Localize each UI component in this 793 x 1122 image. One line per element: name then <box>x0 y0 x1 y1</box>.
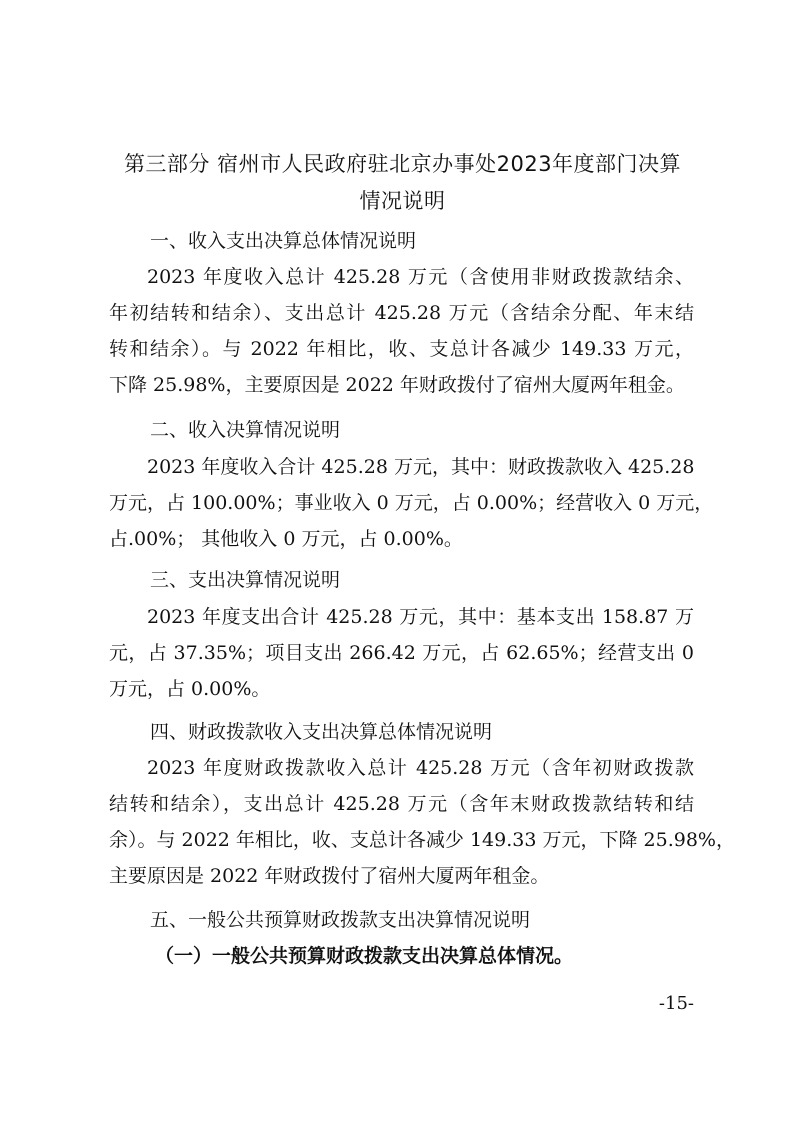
page-title: 第三部分 宿州市人民政府驻北京办事处2023年度部门决算 <box>123 152 682 176</box>
section-heading-1: 一、收入支出决算总体情况说明 <box>150 230 417 252</box>
paragraph-line: 主要原因是 2022 年财政拨付了宿州大厦两年租金。 <box>109 865 550 887</box>
paragraph-line: 占.00%； 其他收入 0 万元，占 0.00%。 <box>109 528 463 550</box>
paragraph-line: 万元，占 0.00%。 <box>109 678 271 700</box>
paragraph-line: 万元，占 100.00%；事业收入 0 万元，占 0.00%；经营收入 0 万元， <box>109 492 714 514</box>
section-heading-3: 三、支出决算情况说明 <box>150 569 341 591</box>
paragraph-line: 年初结转和结余）、支出总计 425.28 万元（含结余分配、年末结 <box>109 302 694 324</box>
section-heading-4: 四、财政拨款收入支出决算总体情况说明 <box>150 721 493 743</box>
paragraph-line: 余）。与 2022 年相比，收、支总计各减少 149.33 万元，下降 25.98%， <box>109 829 735 851</box>
paragraph-line: 2023 年度收入合计 425.28 万元，其中：财政拨款收入 425.28 <box>147 456 695 478</box>
paragraph-line: 结转和结余），支出总计 425.28 万元（含年末财政拨款结转和结 <box>109 793 694 815</box>
paragraph-line: 下降 25.98%，主要原因是 2022 年财政拨付了宿州大厦两年租金。 <box>109 374 685 396</box>
section-heading-2: 二、收入决算情况说明 <box>150 419 341 441</box>
paragraph-line: 转和结余）。与 2022 年相比，收、支总计各减少 149.33 万元， <box>109 338 694 360</box>
paragraph-line: 2023 年度收入总计 425.28 万元（含使用非财政拨款结余、 <box>147 266 694 288</box>
page-title-continued: 情况说明 <box>359 189 446 213</box>
subsection-heading: （一）一般公共预算财政拨款支出决算总体情况。 <box>155 945 574 967</box>
paragraph-line: 2023 年度支出合计 425.28 万元，其中：基本支出 158.87 万 <box>147 606 694 628</box>
section-heading-5: 五、一般公共预算财政拨款支出决算情况说明 <box>150 909 531 931</box>
paragraph-line: 2023 年度财政拨款收入总计 425.28 万元（含年初财政拨款 <box>147 757 694 779</box>
paragraph-line: 元，占 37.35%；项目支出 266.42 万元，占 62.65%；经营支出 0 <box>109 642 694 664</box>
page-number: -15- <box>658 993 694 1014</box>
